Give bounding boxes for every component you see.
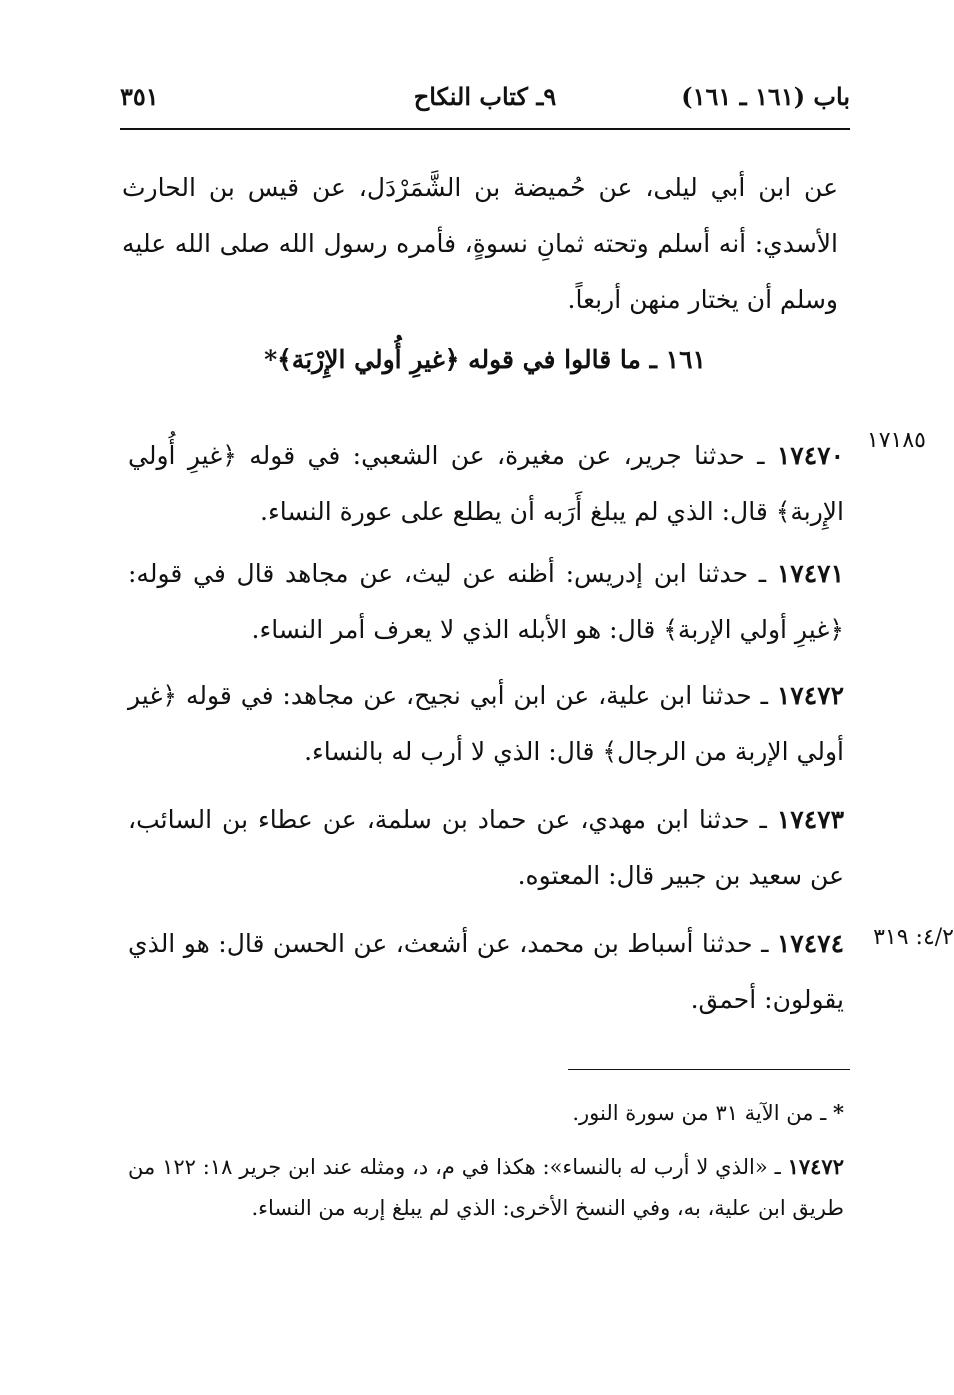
chapter-range: باب (١٦١ ـ ١٦١) — [681, 82, 850, 111]
footnote-text: ـ من الآية ٣١ من سورة النور. — [572, 1101, 834, 1125]
footnote — [128, 1092, 844, 1134]
entry-number: ١٧٤٧٢ — [776, 681, 844, 710]
entry-text: ـ حدثنا ابن مهدي، عن حماد بن سلمة، عن عطاء بن السائب، عن سعيد بن جبير قال: المعتوه. — [128, 805, 844, 890]
page-number: ٣٥١ — [120, 82, 159, 111]
footnote-rule — [568, 1069, 850, 1070]
page-header — [120, 78, 850, 118]
footnote-marker: ١٧٤٧٢ — [787, 1154, 844, 1179]
entry-text: ـ حدثنا ابن علية، عن ابن أبي نجيح، عن مجاهد: في قوله ﴿غير أولي الإربة من الرجال﴾ قال: الذي لا أرب له بالنساء. — [128, 681, 844, 766]
entry-text: ـ حدثنا جرير، عن مغيرة، عن الشعبي: في قوله ﴿غيرِ أُولي الإِربة﴾ قال: الذي لم يبلغ أَرَبه أن يطلع على عورة النساء. — [128, 441, 844, 526]
footnote-text: ـ «الذي لا أرب له بالنساء»: هكذا في م، د، ومثله عند ابن جرير ١٨: ١٢٢ من طريق ابن علية، به، وفي النسخ الأخرى: الذي لم يبلغ إربه من النساء. — [128, 1155, 844, 1220]
entry-number: ١٧٤٧٠ — [776, 441, 844, 470]
section-heading: ١٦١ ـ ما قالوا في قوله ﴿غيرِ أُولي الإِرْبَة﴾* — [264, 345, 706, 374]
entry-text: ـ حدثنا أسباط بن محمد، عن أشعث، عن الحسن قال: هو الذي يقولون: أحمق. — [128, 929, 844, 1014]
entry-text: ـ حدثنا ابن إدريس: أظنه عن ليث، عن مجاهد قال في قوله: ﴿غيرِ أولي الإربة﴾ قال: هو الأبله الذي لا يعرف أمر النساء. — [128, 559, 844, 644]
entry-number: ١٧٤٧٤ — [776, 929, 844, 958]
footnote-marker: * — [833, 1100, 844, 1125]
margin-note: ٤/٢: ٣١٩ — [873, 925, 954, 950]
entry-number: ١٧٤٧١ — [776, 559, 844, 588]
hadith-entry — [128, 428, 844, 540]
hadith-entry — [128, 916, 844, 1028]
hadith-entry — [128, 668, 844, 780]
hadith-entry — [128, 546, 844, 658]
header-rule — [120, 128, 850, 130]
entry-number: ١٧٤٧٣ — [776, 805, 844, 834]
hadith-entry — [128, 792, 844, 904]
footnote — [128, 1146, 844, 1229]
book-title: ٩ـ كتاب النكاح — [413, 82, 557, 111]
intro-paragraph: عن ابن أبي ليلى، عن حُميضة بن الشَّمَرْدَل، عن قيس بن الحارث الأسدي: أنه أسلم وتحته ثمانِ نسوةٍ، فأمره رسول الله صلى الله عليه وسلم أن يختار منهن أربعاً. — [122, 173, 838, 314]
margin-note: ١٧١٨٥ — [866, 428, 926, 453]
